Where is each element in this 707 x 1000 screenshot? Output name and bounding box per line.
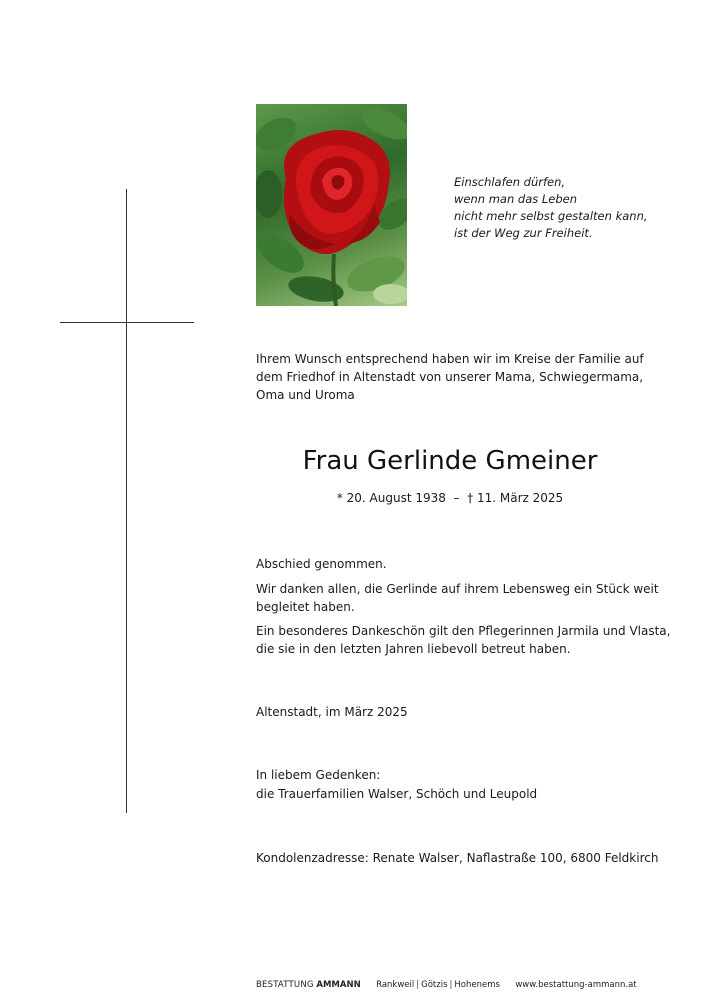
cross-vertical-bar <box>126 189 127 813</box>
farewell-text <box>256 555 644 573</box>
footer-website[interactable]: www.bestattung-ammann.at <box>515 980 637 990</box>
memory-block <box>256 766 537 804</box>
special-thanks-paragraph <box>256 622 671 658</box>
footer-location: Hohenems <box>454 980 500 990</box>
special-thanks-line: Ein besonderes Dankeschön gilt den Pflegerinnen Jarmila und Vlasta, <box>256 624 671 638</box>
footer-brand-1: BESTATTUNG <box>256 980 314 990</box>
thanks-paragraph <box>256 580 659 616</box>
footer-brand-2: AMMANN <box>316 980 361 990</box>
farewell-line: Abschied genommen. <box>256 557 387 571</box>
place-date: Altenstadt, im März 2025 <box>256 705 408 719</box>
memory-heading: In liebem Gedenken: <box>256 768 381 782</box>
intro-line: Oma und Uroma <box>256 388 355 402</box>
poem-line: nicht mehr selbst gestalten kann, <box>454 209 648 223</box>
poem <box>454 174 674 242</box>
thanks-line: begleitet haben. <box>256 600 355 614</box>
poem-line: ist der Weg zur Freiheit. <box>454 226 593 240</box>
special-thanks-line: die sie in den letzten Jahren liebevoll betreut haben. <box>256 642 571 656</box>
intro-line: dem Friedhof in Altenstadt von unserer Mama, Schwiegermama, <box>256 370 644 384</box>
footer: BESTATTUNG AMMANN Rankweil | Götzis | Hohenems www.bestattung-ammann.at <box>256 980 637 990</box>
intro-paragraph <box>256 350 644 404</box>
poem-line: wenn man das Leben <box>454 192 578 206</box>
intro-line: Ihrem Wunsch entsprechend haben wir im Kreise der Familie auf <box>256 352 644 366</box>
poem-line: Einschlafen dürfen, <box>454 175 566 189</box>
memory-families: die Trauerfamilien Walser, Schöch und Leupold <box>256 787 538 801</box>
thanks-line: Wir danken allen, die Gerlinde auf ihrem Lebensweg ein Stück weit <box>256 582 659 596</box>
condolence-address: Kondolenzadresse: Renate Walser, Naflastraße 100, 6800 Feldkirch <box>256 851 659 865</box>
footer-location: Rankweil <box>376 980 415 990</box>
rose-photo <box>256 104 407 306</box>
footer-location: Götzis <box>421 980 448 990</box>
cross-horizontal-bar <box>60 322 194 323</box>
life-dates: * 20. August 1938 – † 11. März 2025 <box>336 491 564 505</box>
deceased-name: Frau Gerlinde Gmeiner <box>302 446 598 476</box>
